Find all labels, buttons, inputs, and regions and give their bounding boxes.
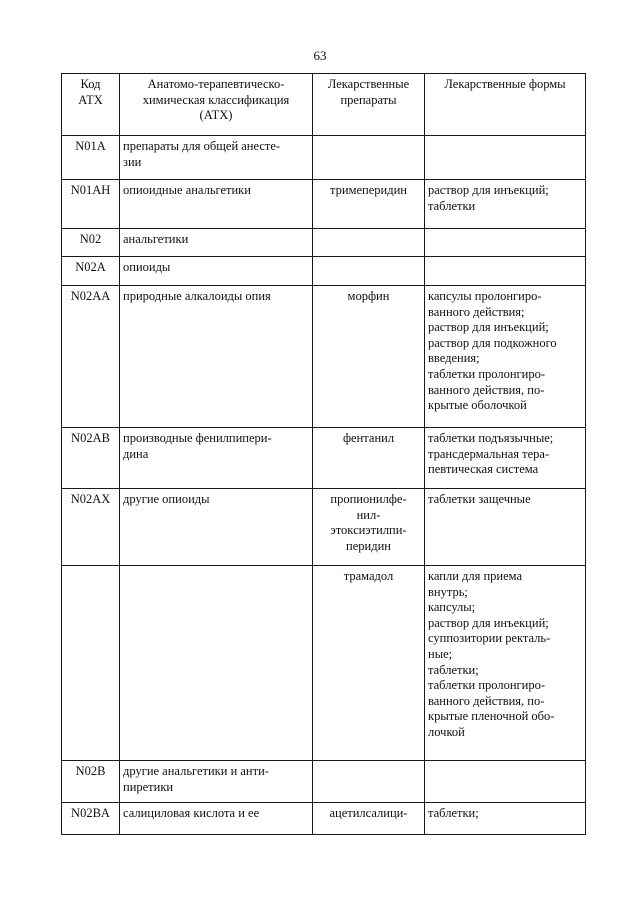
drug-cell: [313, 761, 425, 803]
table-row: [62, 136, 586, 180]
dosage-forms-cell: таблетки защечные: [425, 489, 586, 566]
drug-cell: морфин: [313, 286, 425, 428]
header-atc-code: Код АТХ: [62, 74, 120, 136]
drug-cell: пропионилфе- нил- этоксиэтилпи- перидин: [313, 489, 425, 566]
header-atc-classification: Анатомо-терапевтическо- химическая классификация (АТХ): [120, 74, 313, 136]
classification-cell: опиоиды: [120, 257, 313, 286]
dosage-forms-cell: [425, 761, 586, 803]
classification-cell: салициловая кислота и ее: [120, 803, 313, 835]
drug-cell: тримеперидин: [313, 180, 425, 229]
atc-code-cell: N01A: [62, 136, 120, 180]
atc-code-cell: N02AB: [62, 428, 120, 489]
table-row: [62, 566, 586, 761]
atc-code-cell: [62, 566, 120, 761]
drug-cell: [313, 229, 425, 257]
dosage-forms-cell: таблетки;: [425, 803, 586, 835]
atc-code-cell: N02: [62, 229, 120, 257]
header-medicines: Лекарственные препараты: [313, 74, 425, 136]
classification-cell: природные алкалоиды опия: [120, 286, 313, 428]
drug-cell: [313, 257, 425, 286]
table-row: [62, 229, 586, 257]
atc-code-cell: N01AH: [62, 180, 120, 229]
table-row: [62, 761, 586, 803]
dosage-forms-cell: таблетки подъязычные; трансдермальная тера- певтическая система: [425, 428, 586, 489]
atc-drug-table: [61, 73, 586, 835]
drug-cell: [313, 136, 425, 180]
classification-cell: препараты для общей анесте- зии: [120, 136, 313, 180]
atc-code-cell: N02BA: [62, 803, 120, 835]
classification-cell: [120, 566, 313, 761]
table-row: [62, 180, 586, 229]
dosage-forms-cell: капли для приема внутрь; капсулы; раствор для инъекций; суппозитории ректаль- ные; таблетки; таблетки пролонгиро- ванного действия, по- крытые пленочной обо- лочкой: [425, 566, 586, 761]
dosage-forms-cell: раствор для инъекций; таблетки: [425, 180, 586, 229]
header-dosage-forms: Лекарственные формы: [425, 74, 586, 136]
drug-cell: ацетилсалици-: [313, 803, 425, 835]
classification-cell: другие опиоиды: [120, 489, 313, 566]
classification-cell: другие анальгетики и анти- пиретики: [120, 761, 313, 803]
dosage-forms-cell: капсулы пролонгиро- ванного действия; раствор для инъекций; раствор для подкожного введения; таблетки пролонгиро- ванного действия, по- крытые оболочкой: [425, 286, 586, 428]
drug-cell: фентанил: [313, 428, 425, 489]
atc-code-cell: N02AX: [62, 489, 120, 566]
table-row: [62, 803, 586, 835]
dosage-forms-cell: [425, 229, 586, 257]
atc-code-cell: N02AA: [62, 286, 120, 428]
table-row: [62, 428, 586, 489]
page-number: 63: [313, 48, 327, 63]
classification-cell: опиоидные анальгетики: [120, 180, 313, 229]
classification-cell: производные фенилпипери- дина: [120, 428, 313, 489]
table-row: [62, 489, 586, 566]
atc-code-cell: N02A: [62, 257, 120, 286]
drug-cell: трамадол: [313, 566, 425, 761]
dosage-forms-cell: [425, 136, 586, 180]
table-header-row: [62, 74, 586, 136]
table-row: [62, 286, 586, 428]
table-row: [62, 257, 586, 286]
dosage-forms-cell: [425, 257, 586, 286]
classification-cell: анальгетики: [120, 229, 313, 257]
atc-code-cell: N02B: [62, 761, 120, 803]
